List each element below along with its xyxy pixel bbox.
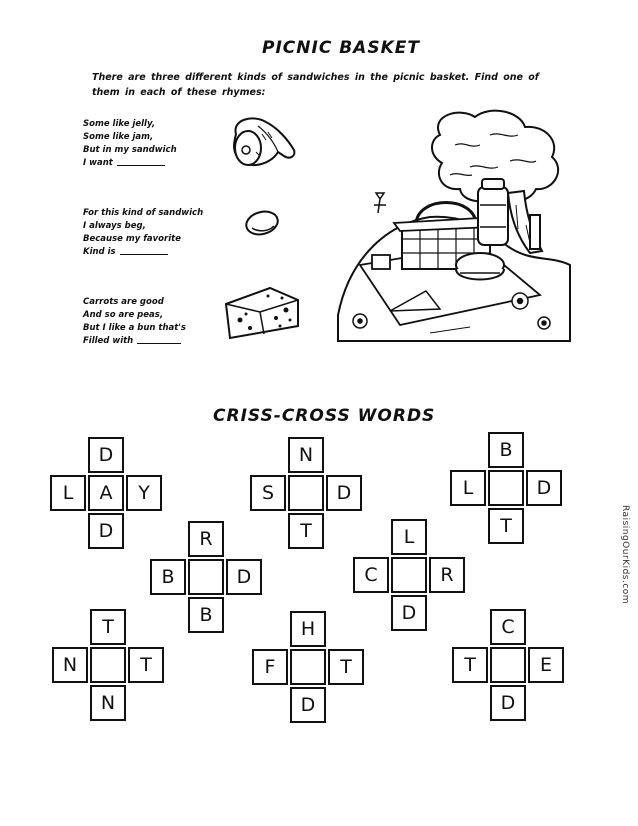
puzzle-cell-right[interactable]: E bbox=[528, 647, 564, 683]
puzzle-cell-top[interactable]: D bbox=[88, 437, 124, 473]
criss-cross-puzzle-5 bbox=[353, 519, 467, 633]
page-title: PICNIC BASKET bbox=[262, 38, 420, 58]
puzzle-cell-center[interactable] bbox=[290, 649, 326, 685]
criss-cross-puzzle-1 bbox=[50, 437, 164, 551]
puzzle-cell-bottom[interactable]: N bbox=[90, 685, 126, 721]
intro-text: There are three different kinds of sandwiches in the picnic basket. Find one of them in each of these rhymes: bbox=[92, 72, 539, 98]
site-watermark: RaisingOurKids.com bbox=[620, 505, 630, 605]
puzzle-cell-top[interactable]: B bbox=[488, 432, 524, 468]
puzzle-cell-bottom[interactable]: D bbox=[290, 687, 326, 723]
puzzle-cell-left[interactable]: L bbox=[450, 470, 486, 506]
puzzle-cell-top[interactable]: L bbox=[391, 519, 427, 555]
criss-cross-puzzle-2 bbox=[250, 437, 364, 551]
puzzle-cell-left[interactable]: C bbox=[353, 557, 389, 593]
puzzle-cell-right[interactable]: D bbox=[226, 559, 262, 595]
criss-cross-puzzle-8 bbox=[452, 609, 566, 723]
puzzle-cell-center[interactable] bbox=[288, 475, 324, 511]
puzzle-cell-right[interactable]: T bbox=[128, 647, 164, 683]
puzzle-cell-left[interactable]: T bbox=[452, 647, 488, 683]
rhyme-1 bbox=[83, 118, 177, 170]
answer-blank[interactable] bbox=[137, 343, 181, 344]
puzzle-cell-center[interactable] bbox=[490, 647, 526, 683]
picnic-scene-illustration bbox=[330, 105, 575, 345]
puzzle-cell-bottom[interactable]: B bbox=[188, 597, 224, 633]
rhyme-line: Kind is bbox=[83, 247, 116, 257]
puzzle-cell-bottom[interactable]: D bbox=[88, 513, 124, 549]
puzzle-cell-bottom[interactable]: T bbox=[488, 508, 524, 544]
criss-cross-puzzle-7 bbox=[252, 611, 366, 725]
answer-blank[interactable] bbox=[120, 254, 168, 255]
puzzle-cell-center[interactable] bbox=[488, 470, 524, 506]
puzzle-cell-top[interactable]: H bbox=[290, 611, 326, 647]
puzzle-cell-right[interactable]: D bbox=[326, 475, 362, 511]
puzzle-cell-bottom[interactable]: D bbox=[490, 685, 526, 721]
puzzle-cell-top[interactable]: R bbox=[188, 521, 224, 557]
puzzle-cell-left[interactable]: B bbox=[150, 559, 186, 595]
rhyme-line: I always beg, bbox=[83, 221, 146, 231]
rhyme-line: I want bbox=[83, 158, 113, 168]
criss-cross-puzzle-4 bbox=[150, 521, 264, 635]
rhyme-line: And so are peas, bbox=[83, 310, 164, 320]
puzzle-cell-center[interactable] bbox=[188, 559, 224, 595]
puzzle-cell-top[interactable]: C bbox=[490, 609, 526, 645]
rhyme-line: Carrots are good bbox=[83, 297, 164, 307]
criss-cross-puzzle-6 bbox=[52, 609, 166, 723]
egg-illustration bbox=[242, 208, 282, 236]
rhyme-line: Some like jam, bbox=[83, 132, 154, 142]
puzzle-cell-right[interactable]: R bbox=[429, 557, 465, 593]
rhyme-line: For this kind of sandwich bbox=[83, 208, 204, 218]
puzzle-cell-left[interactable]: L bbox=[50, 475, 86, 511]
answer-blank[interactable] bbox=[117, 165, 165, 166]
puzzle-cell-right[interactable]: Y bbox=[126, 475, 162, 511]
ham-illustration bbox=[222, 112, 300, 172]
rhyme-2 bbox=[83, 207, 203, 259]
puzzle-cell-top[interactable]: T bbox=[90, 609, 126, 645]
puzzle-cell-right[interactable]: T bbox=[328, 649, 364, 685]
cheese-illustration bbox=[220, 282, 302, 342]
criss-cross-puzzle-3 bbox=[450, 432, 564, 546]
puzzle-cell-left[interactable]: S bbox=[250, 475, 286, 511]
puzzle-cell-left[interactable]: N bbox=[52, 647, 88, 683]
puzzle-cell-top[interactable]: N bbox=[288, 437, 324, 473]
puzzle-cell-left[interactable]: F bbox=[252, 649, 288, 685]
puzzle-cell-right[interactable]: D bbox=[526, 470, 562, 506]
puzzle-cell-center[interactable]: A bbox=[88, 475, 124, 511]
rhyme-line: But I like a bun that's bbox=[83, 323, 186, 333]
puzzle-cell-center[interactable] bbox=[90, 647, 126, 683]
rhyme-3 bbox=[83, 296, 186, 348]
section-title: CRISS-CROSS WORDS bbox=[213, 406, 436, 426]
rhyme-line: Filled with bbox=[83, 336, 134, 346]
puzzle-cell-center[interactable] bbox=[391, 557, 427, 593]
rhyme-line: Because my favorite bbox=[83, 234, 181, 244]
puzzle-cell-bottom[interactable]: T bbox=[288, 513, 324, 549]
puzzle-cell-bottom[interactable]: D bbox=[391, 595, 427, 631]
rhyme-line: But in my sandwich bbox=[83, 145, 177, 155]
rhyme-line: Some like jelly, bbox=[83, 119, 156, 129]
